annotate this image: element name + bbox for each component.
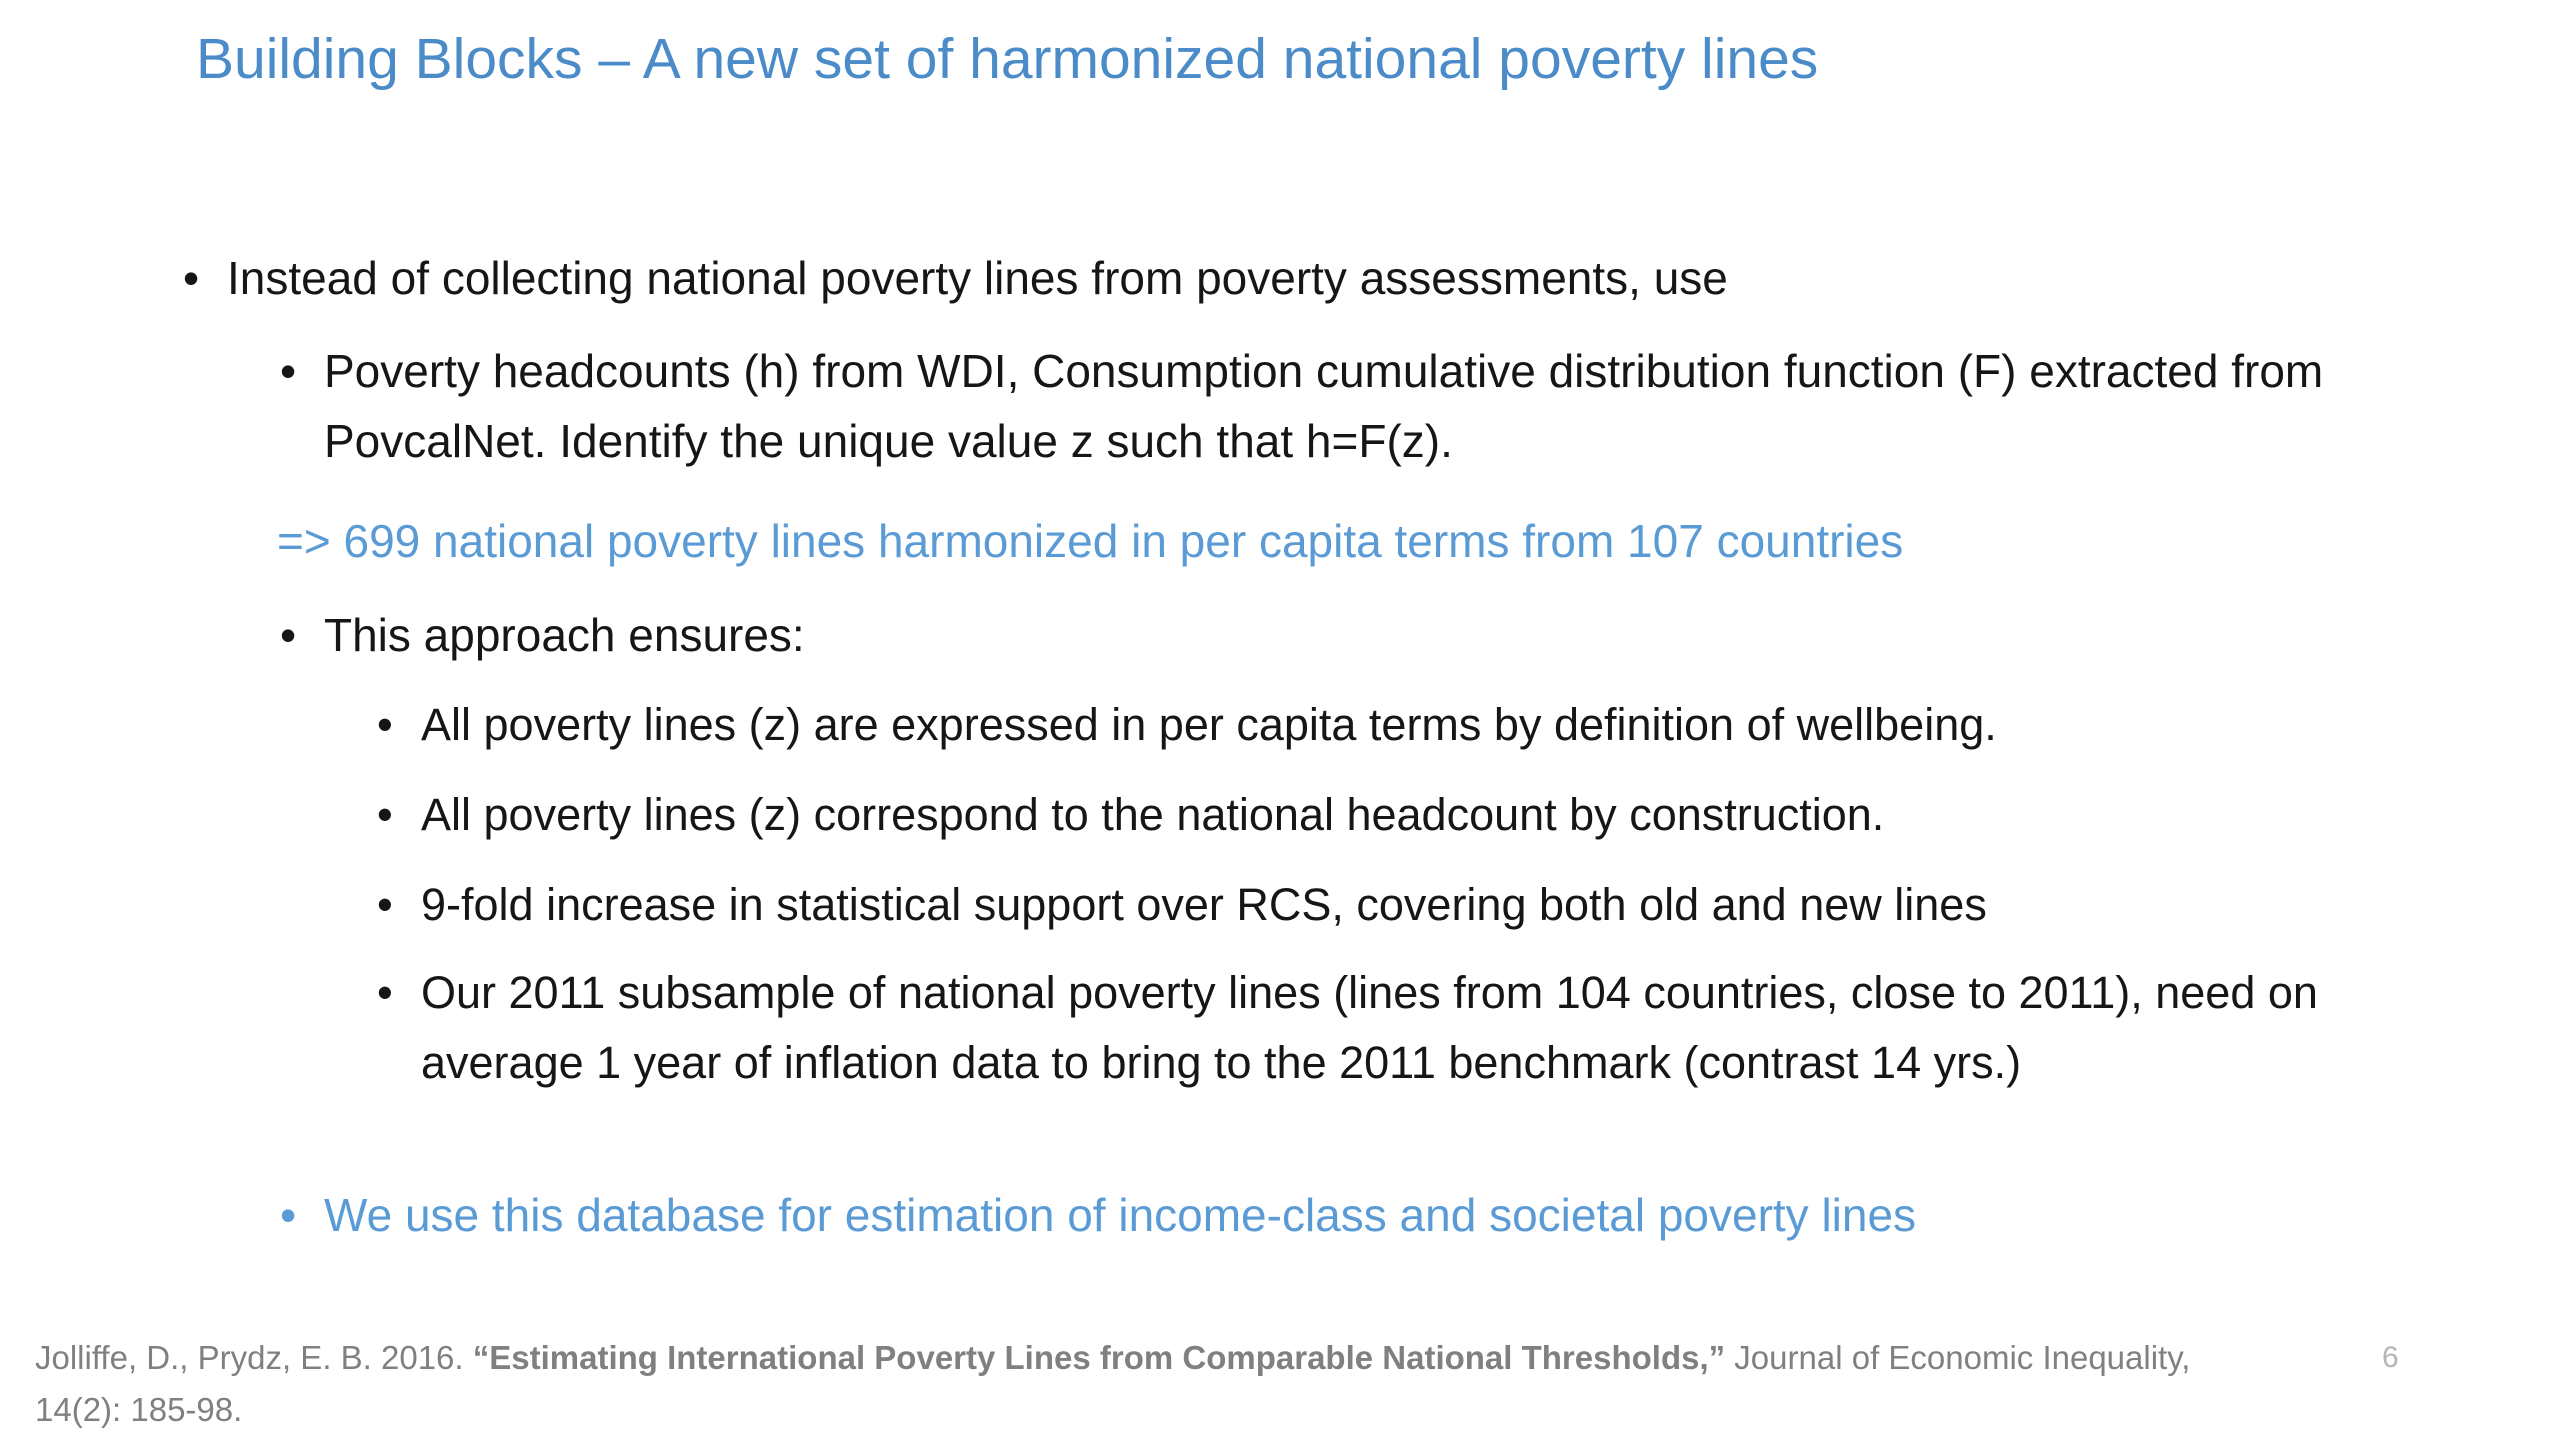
bullet-item-text: This approach ensures: [324, 609, 805, 661]
bullet-item-approach [280, 600, 805, 670]
bullet-dot-icon: • [280, 1189, 297, 1241]
bullet-item-text: We use this database for estimation of income-class and societal poverty lines [324, 1189, 1917, 1241]
bullet-dot-icon: • [280, 609, 297, 661]
arrow-result-line: => 699 national poverty lines harmonized in per capita terms from 107 countries [277, 515, 1904, 567]
bullet-item-text: All poverty lines (z) correspond to the national headcount by construction. [421, 789, 1885, 840]
citation-footer [35, 1332, 2545, 1436]
bullet-item-text: All poverty lines (z) are expressed in per capita terms by definition of wellbeing. [421, 699, 1997, 750]
slide-number: 6 [2382, 1341, 2399, 1374]
bullet-dot-icon: • [183, 252, 200, 304]
bullet-item-text: 9-fold increase in statistical support over RCS, covering both old and new lines [421, 879, 1987, 930]
bullet-item-poverty-headcounts [280, 336, 2384, 476]
bullet-dot-icon: • [377, 967, 393, 1018]
bullet-item-we-use-database [280, 1180, 1916, 1250]
citation-title-bold: “Estimating International Poverty Lines from Comparable National Thresholds,” [472, 1339, 1726, 1376]
citation-line-1 [35, 1332, 2545, 1384]
bullet-item-text: Our 2011 subsample of national poverty lines (lines from 104 countries, close to 2011), need on average 1 year of inflation data to bring to the 2011 benchmark (contrast 14 yrs.) [421, 967, 2318, 1088]
citation-journal: Journal of Economic Inequality, [1725, 1339, 2191, 1376]
bullet-dot-icon: • [377, 789, 393, 840]
bullet-item-headcount-construction [377, 780, 1884, 850]
bullet-dot-icon: • [280, 345, 297, 397]
bullet-item-text: Poverty headcounts (h) from WDI, Consumption cumulative distribution function (F) extracted from PovcalNet. Identify the unique value z such that h=F(z). [324, 345, 2324, 467]
bullet-item-per-capita [377, 690, 1997, 760]
bullet-dot-icon: • [377, 879, 393, 930]
bullet-item-9fold [377, 870, 1987, 940]
citation-line-2: 14(2): 185-98. [35, 1391, 243, 1428]
bullet-dot-icon: • [377, 699, 393, 750]
bullet-item-instead [183, 243, 1728, 313]
slide-title: Building Blocks – A new set of harmonized national poverty lines [196, 27, 1819, 91]
citation-prefix: Jolliffe, D., Prydz, E. B. 2016. [35, 1339, 473, 1376]
bullet-item-2011-subsample [377, 958, 2356, 1098]
bullet-item-text: Instead of collecting national poverty lines from poverty assessments, use [227, 252, 1728, 304]
